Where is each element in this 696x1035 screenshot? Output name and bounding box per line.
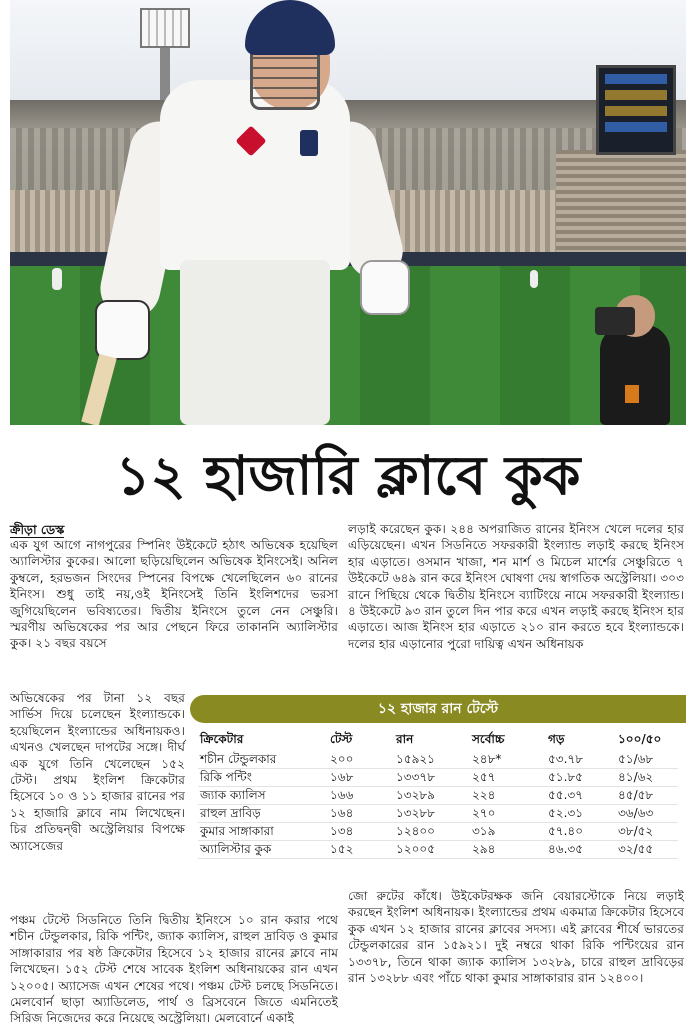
cell-cricketer: শচীন টেন্ডুলকার — [200, 752, 277, 766]
cell-tests: ১৫২ — [330, 842, 354, 856]
article-bottom-left: পঞ্চম টেস্টে সিডনিতে তিনি দ্বিতীয় ইনিংসে ১০ রান করার পথে শচীন টেন্ডুলকার, রিকি পন্টিং, জ্যাক ক্যালিস, রাহুল দ্রাবিড় ও কুমার সাঙ্গাকারার পর ষষ্ঠ ক্রিকেটার হিসেবে ১২ হাজার রানের ক্লাবে নাম লিখেছেন। ১৫২ টেস্ট শেষে সাবেক ইংলিশ অধিনায়কের রান এখন ১২০০৫। অ্যাসেজ এখন শেষের পথে। পঞ্চম টেস্ট চলছে সিডনিতে। মেলবোর্ন ছাড়া অ্যাডিলেড, পার্থ ও ব্রিসবেনে জিতে এমনিতেই সিরিজ নিজেদের করে নিয়েছে অস্ট্রেলিয়া। মেলবোর্নে একাই — [10, 913, 338, 1026]
cell-highest: ২৪৮* — [472, 752, 502, 766]
table-row — [198, 787, 678, 805]
cell-hundreds-fifties: ৩২/৫৫ — [618, 842, 654, 856]
cell-runs: ১৫৯২১ — [396, 752, 435, 766]
stats-box-title: ১২ হাজার রান টেস্টে — [190, 695, 686, 723]
header-tests: টেস্ট — [330, 732, 353, 746]
table-row — [198, 841, 678, 859]
cell-tests: ১৩৪ — [330, 824, 354, 838]
stats-table-header — [198, 731, 678, 751]
cell-highest: ২৭০ — [472, 806, 496, 820]
scoreboard-line — [605, 106, 667, 116]
cell-highest: ২৯৪ — [472, 842, 496, 856]
cell-runs: ১৩৩৭৮ — [396, 770, 435, 784]
cell-cricketer: জ্যাক ক্যালিস — [200, 788, 266, 802]
cell-runs: ১২০০৫ — [396, 842, 435, 856]
cricketer-figure — [90, 0, 420, 425]
cell-cricketer: অ্যালিস্টার কুক — [200, 842, 272, 856]
fielder-figure — [530, 270, 538, 288]
cell-tests: ১৬৮ — [330, 770, 354, 784]
team-crest-icon — [300, 130, 318, 156]
batting-glove-icon — [95, 300, 150, 360]
player-trousers — [180, 260, 330, 425]
header-cricketer: ক্রিকেটার — [200, 732, 244, 746]
cell-runs: ১২৪০০ — [396, 824, 435, 838]
batting-glove-icon — [360, 260, 410, 315]
scoreboard-name-strip — [605, 122, 667, 132]
cell-hundreds-fifties: ৫১/৬৮ — [618, 752, 654, 766]
cell-cricketer: রাহুল দ্রাবিড় — [200, 806, 261, 820]
cell-runs: ১৩২৮৮ — [396, 806, 435, 820]
cell-average: ৫৫.৩৭ — [548, 788, 583, 802]
cell-tests: ১৬৬ — [330, 788, 354, 802]
table-row — [198, 823, 678, 841]
byline-text: ক্রীড়া ডেস্ক — [10, 522, 65, 537]
scoreboard-brand-strip — [605, 74, 667, 84]
cell-hundreds-fifties: ৩৬/৬৩ — [618, 806, 654, 820]
cell-average: ৫৩.৭৮ — [548, 752, 583, 766]
cell-average: ৫২.৩১ — [548, 806, 583, 820]
cell-cricketer: কুমার সাঙ্গাকারা — [200, 824, 274, 838]
cell-tests: ১৬৪ — [330, 806, 354, 820]
cell-average: ৪৬.৩৫ — [548, 842, 583, 856]
cell-cricketer: রিকি পন্টিং — [200, 770, 252, 784]
stats-table — [198, 731, 678, 859]
cell-highest: ২৫৭ — [472, 770, 496, 784]
photographer-figure — [585, 295, 675, 425]
cell-hundreds-fifties: ৩৮/৫২ — [618, 824, 654, 838]
headline: ১২ হাজারি ক্লাবে কুক — [115, 443, 581, 507]
header-runs: রান — [396, 732, 414, 746]
article-photo — [10, 0, 686, 425]
table-row — [198, 805, 678, 823]
table-row — [198, 769, 678, 787]
scoreboard-line — [605, 90, 667, 100]
header-average: গড় — [548, 732, 565, 746]
helmet-icon — [245, 0, 335, 55]
cell-highest: ৩১৯ — [472, 824, 496, 838]
cell-average: ৫১.৮৫ — [548, 770, 583, 784]
header-highest: সর্বোচ্চ — [472, 732, 505, 746]
scoreboard — [596, 65, 676, 155]
article-bottom-right: জো রুটের কাঁধে। উইকেটরক্ষক জনি বেয়ারস্টোকে নিয়ে লড়াই করছেন ইংলিশ অধিনায়ক। ইংল্যান্ডের প্রথম একমাত্র ক্রিকেটার হিসেবে কুক এখন ১২ হাজার রানের ক্লাবের সদস্য। এই ক্লাবের শীর্ষে ভারতের টেন্ডুলকারের রান ১৫৯২১। দুই নম্বরে থাকা রিকি পন্টিংয়ের রান ১৩৩৭৮, তিনে থাকা জ্যাক ক্যালিস ১৩২৮৯, চারে রাহুল দ্রাবিড়ের রান ১৩২৮৮ এবং পাঁচে থাকা কুমার সাঙ্গাকারার রান ১২৪০০। — [348, 889, 684, 986]
photographer-body — [600, 325, 670, 425]
cell-tests: ২০০ — [330, 752, 354, 766]
fielder-figure — [52, 268, 62, 290]
cell-hundreds-fifties: ৪৫/৫৮ — [618, 788, 654, 802]
press-badge-icon — [625, 385, 639, 403]
article-column-1-top: এক যুগ আগে নাগপুরের স্পিনিং উইকেটে হঠাৎ অভিষেক হয়েছিল অ্যালিস্টার কুকের। আলো ছড়িয়েছিলেন অভিষেক ইনিংসেই। অনিল কুম্বলে, হরভজন সিংদের স্পিনের বিপক্ষে খেলেছিলেন ৬০ রানের ইনিংস। শুধু তাই নয়,ওই ইনিংসেই তিনি ইংলিশদের ভরসা জুগিয়েছিলেন ভবিষ্যতের। দ্বিতীয় ইনিংসে তুলে নেন সেঞ্চুরি। স্মরণীয় অভিষেকের পর আর পেছনে ফিরে তাকাননি অ্যালিস্টার কুক। ২১ বছর বয়সে — [10, 538, 338, 651]
cell-hundreds-fifties: ৪১/৬২ — [618, 770, 654, 784]
header-hundreds-fifties: ১০০/৫০ — [618, 732, 662, 746]
article-column-1-narrow: অভিষেকের পর টানা ১২ বছর সার্ভিস দিয়ে চলেছেন ইংল্যান্ডকে। হয়েছিলেন ইংল্যান্ডের অধিনায়কও। এখনও খেলছেন দাপটের সঙ্গে। দীর্ঘ এক যুগে তিনি খেলেছেন ১৫২ টেস্ট। প্রথম ইংলিশ ক্রিকেটার হিসেবে ১০ ও ১১ হাজার রানের পর ১২ হাজারি ক্লাবে নাম লিখেছেন। চির প্রতিদ্বন্দ্বী অস্ট্রেলিয়ার বিপক্ষে অ্যাসেজের — [10, 691, 185, 853]
cell-highest: ২২৪ — [472, 788, 496, 802]
cell-average: ৫৭.৪০ — [548, 824, 583, 838]
camera-icon — [595, 307, 635, 335]
cell-runs: ১৩২৮৯ — [396, 788, 435, 802]
table-row — [198, 751, 678, 769]
article-column-2-top: লড়াই করেছেন কুক। ২৪৪ অপরাজিত রানের ইনিংস খেলে দলের হার এড়িয়েছেন। এখন সিডনিতে সফরকারী ইংল্যান্ড লড়াই করছে ইনিংস হার এড়াতে। ওসমান খাজা, শন মার্শ ও মিচেল মার্শের সেঞ্চুরিতে ৭ উইকেটে ৬৪৯ রান করে ইনিংস ঘোষণা দেয় স্বাগতিক অস্ট্রেলিয়া। ৩০৩ রানে পিছিয়ে থেকে দ্বিতীয় ইনিংসে ব্যাটিংয়ে নামে সফরকারী ইংল্যান্ড। ৪ উইকেটে ৯৩ রান তুলে দিন পার করে এখন লড়াই করছে ইনিংস হার এড়াতে। আজ ইনিংস হার এড়াতে ২১০ রান করতে হবে ইংল্যান্ডকে। দলের হার এড়ানোর পুরো দায়িত্ব এখন অধিনায়ক — [348, 522, 684, 651]
stats-box — [190, 695, 686, 881]
